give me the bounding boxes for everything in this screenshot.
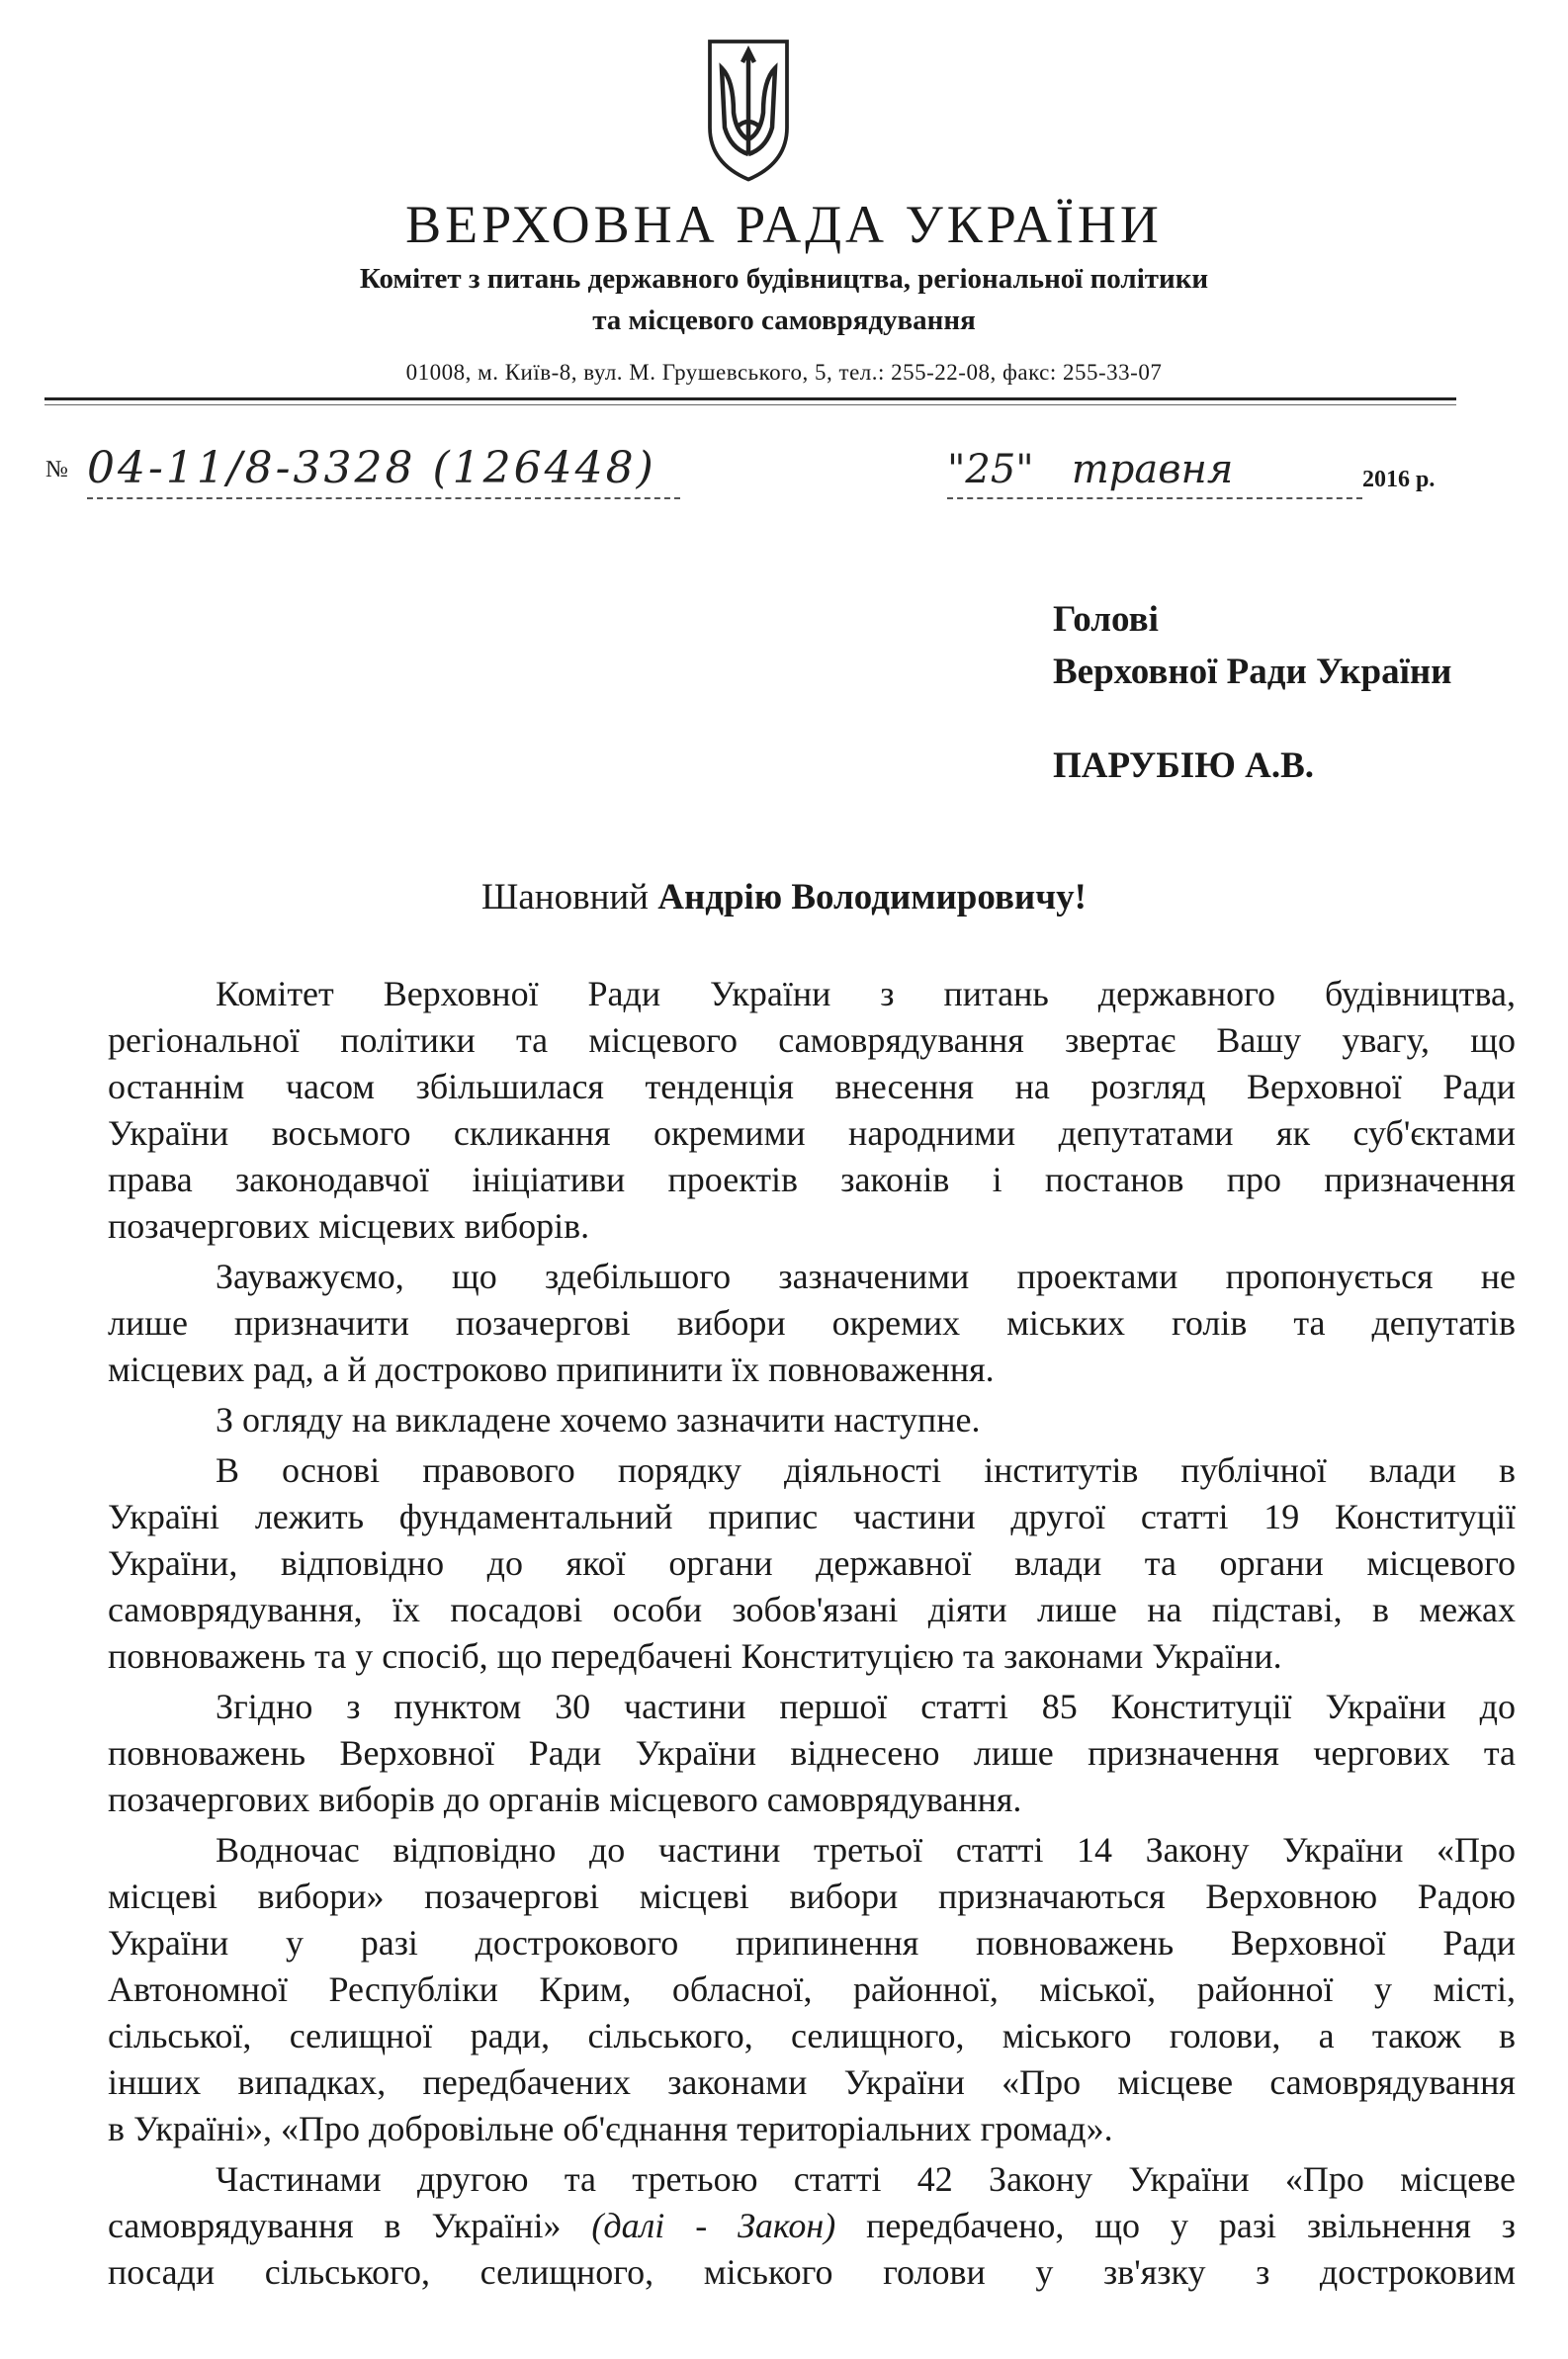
- paragraph: [108, 1447, 1516, 1680]
- paragraph: [108, 1684, 1516, 1823]
- text-line: місцевих рад, а й достроково припинити їх повноваження.: [108, 1350, 995, 1389]
- text-line: Україні лежить фундаментальний припис частини другої статті 19 Конституції: [108, 1497, 1516, 1536]
- salutation-name: Андрію Володимировичу!: [657, 877, 1087, 917]
- paragraph: [108, 971, 1516, 1250]
- salutation-prefix: Шановний: [481, 877, 649, 917]
- text-line: посади сільського, селищного, міського голови у зв'язку з достроковим: [108, 2252, 1516, 2292]
- date-month: травня: [1071, 447, 1234, 492]
- text-line: України восьмого скликання окремими народними депутатами як суб'єктами: [108, 1113, 1516, 1153]
- text-line: права законодавчої ініціативи проектів законів і постанов про призначення: [108, 1160, 1516, 1199]
- addressee-org: Верховної Ради України: [1053, 652, 1452, 692]
- paragraph: [108, 1254, 1516, 1393]
- letter-body: [108, 971, 1516, 2300]
- text-line: Згідно з пунктом 30 частини першої статті 85 Конституції України до: [216, 1687, 1516, 1726]
- text-line: України, відповідно до якої органи державної влади та органи місцевого: [108, 1543, 1516, 1583]
- text-line: Частинами другою та третьою статті 42 Закону України «Про місцеве: [216, 2159, 1516, 2199]
- text-line: місцеві вибори» позачергові місцеві вибори призначаються Верховною Радою: [108, 1877, 1516, 1916]
- addressee-name: ПАРУБІЮ А.В.: [1053, 745, 1315, 786]
- header-rule-thin: [44, 404, 1456, 405]
- text-line: регіональної політики та місцевого самоврядування звертає Вашу увагу, що: [108, 1020, 1516, 1060]
- text-line: Автономної Республіки Крим, обласної, районної, міської, районної у місті,: [108, 1969, 1516, 2009]
- text-line: позачергових виборів до органів місцевого самоврядування.: [108, 1780, 1022, 1819]
- addressee-title: Голові: [1053, 599, 1159, 640]
- text-line: самоврядування в Україні» (далі - Закон) передбачено, що у разі звільнення з: [108, 2206, 1517, 2245]
- date-year: 2016 р.: [1362, 467, 1436, 492]
- outgoing-number: 04-11/8-3328 (126448): [87, 443, 656, 493]
- header-rule: [44, 397, 1456, 400]
- text-line: позачергових місцевих виборів.: [108, 1206, 590, 1246]
- text-line: Зауважуємо, що здебільшого зазначеними проектами пропонується не: [216, 1257, 1516, 1296]
- text-line: сільської, селищної ради, сільського, селищного, міського голови, а також в: [108, 2016, 1516, 2055]
- text-line: В основі правового порядку діяльності інститутів публічної влади в: [216, 1450, 1516, 1490]
- text-line: З огляду на викладене хочемо зазначити наступне.: [216, 1400, 981, 1440]
- number-underline: [87, 497, 680, 499]
- tryzub-emblem-icon: [704, 36, 793, 184]
- date-day: "25": [947, 447, 1034, 492]
- text-line: Комітет Верховної Ради України з питань державного будівництва,: [216, 974, 1516, 1013]
- text-line: в Україні», «Про добровільне об'єднання територіальних громад».: [108, 2109, 1113, 2148]
- italic-text: (далі - Закон): [591, 2206, 836, 2245]
- text-line: лише призначити позачергові вибори окремих міських голів та депутатів: [108, 1303, 1516, 1343]
- text-line: інших випадках, передбачених законами України «Про місцеве самоврядування: [108, 2062, 1516, 2102]
- org-title: ВЕРХОВНА РАДА УКРАЇНИ: [405, 195, 1163, 254]
- number-label: №: [45, 457, 68, 482]
- text-line: самоврядування, їх посадові особи зобов'язані діяти лише на підставі, в межах: [108, 1590, 1516, 1629]
- text-line: повноважень Верховної Ради України віднесено лише призначення чергових та: [108, 1733, 1516, 1773]
- letter-date: [947, 447, 1233, 492]
- salutation: [0, 876, 1568, 918]
- text-line: України у разі дострокового припинення повноважень Верховної Ради: [108, 1923, 1516, 1963]
- date-underline: [947, 497, 1362, 499]
- paragraph: [108, 1397, 1516, 1443]
- committee-name: Комітет з питань державного будівництва, регіональної політики: [359, 263, 1209, 295]
- paragraph: [108, 1827, 1516, 2152]
- paragraph: [108, 2156, 1516, 2296]
- text-line: повноважень та у спосіб, що передбачені Конституцією та законами України.: [108, 1636, 1282, 1676]
- org-address: 01008, м. Київ-8, вул. М. Грушевського, 5, тел.: 255-22-08, факс: 255-33-07: [405, 360, 1163, 385]
- text-line: Водночас відповідно до частини третьої статті 14 Закону України «Про: [216, 1830, 1516, 1870]
- text-line: останнім часом збільшилася тенденція внесення на розгляд Верховної Ради: [108, 1067, 1516, 1106]
- committee-name-cont: та місцевого самоврядування: [592, 305, 976, 336]
